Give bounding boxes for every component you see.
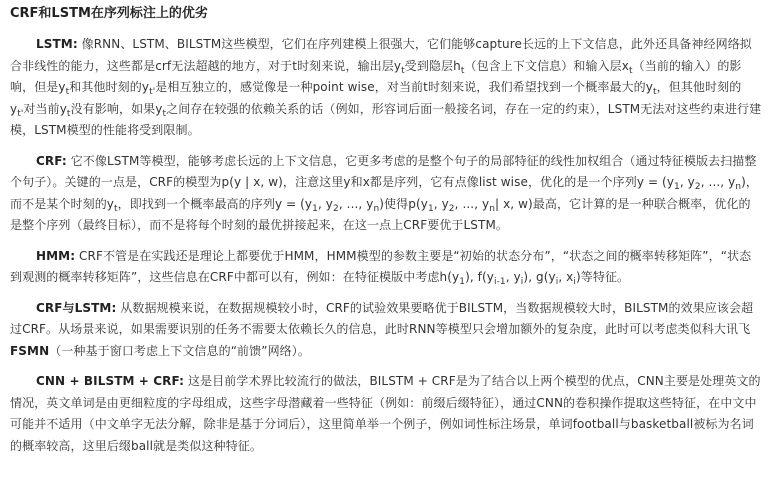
text-run: , y [679,175,695,189]
text-run: ), f(y [465,270,494,284]
text-run: CRF不管是在实践还是理论上都要优于HMM，HMM模型的参数主要是“初始的状态分布”，“状态之间的概率转移矩阵”，“状态到观测的概率转移矩阵”，这些信息在CRF中都可以有，例如：在特征模版中考虑h(y [10,248,752,284]
subscript: 1 [312,203,318,214]
text-run: （一种基于窗口考虑上下文信息的“前馈”网络）。 [49,343,310,358]
text-run: , y [505,270,521,284]
subscript: i [555,277,559,287]
subscript: 1 [427,203,434,214]
text-run: ，但其他时刻的y [10,80,742,116]
term-label: CNN + BILSTM + CRF: [36,374,185,388]
subscript: t [65,87,70,97]
subscript: i [573,277,576,287]
text-run: 这是目前学术界比较流行的做法，BILSTM + CRF是为了结合以上两个模型的优点，CNN主要是处理英文的情况，英文单词是由更细粒度的字母组成，这些字母潜藏着一些特征（例如：前缀后缀特征），通过CNN的卷积操作提取这些特征，在中文中可能并不适用（中文单字无法分解，除非是基于分词后），这里简单举一个例子，例如词性标注场景，单词football与basketball被标为名词的概率较高，这里后缀ball就是类似这种特征。 [10,374,761,453]
subscript: n [373,203,380,214]
subscript: t [652,87,657,97]
subscript: t' [149,87,156,97]
text-run: ，即找到一个概率最高的序列y = (y [117,196,313,211]
text-run: （当前的输入）的影响，但是y [10,58,742,94]
text-run: 之间存在较强的依赖关系的话（例如，形容词后面一般接名词，存在一定的约束），LSTM无法对这些约束进行建模，LSTM模型的性能将受到限制。 [10,101,762,137]
term-label: CRF: [36,153,67,168]
subscript: 2 [448,203,455,214]
subscript: 1 [459,277,466,287]
paragraph-hmm [10,246,762,289]
text-run: 从数据规模来说，在数据规模较小时，CRF的试验效果要略优于BILSTM，当数据规模较大时，BILSTM的效果应该会超过CRF。从场景来说，如果需要识别的任务不需要太依赖长久的信息，此时RNN等模型只会增加额外的复杂度，此时可以考虑类似科大讯飞 [10,300,754,336]
paragraph-crf [10,151,762,237]
text-run: 没有影响，如果y [70,101,163,116]
text-run: 受到隐层h [404,58,461,73]
subscript: t [66,108,71,119]
subscript: n [489,203,496,214]
subscript: i [520,277,524,287]
text-run: , x [558,270,574,284]
paragraph-crf-vs-lstm [10,298,762,363]
subscript: t [628,65,633,76]
subscript: t [114,203,118,214]
term-label: HMM: [36,248,76,263]
text-run: （包含上下文信息）和输入层x [464,58,629,73]
text-run: ), g(y [523,270,556,284]
paragraph-body [10,37,761,137]
text-run: , ..., y [454,196,490,211]
subscript: t [401,65,405,76]
text-run: , y [433,196,449,211]
subscript: t [460,65,465,76]
subscript: 1 [674,182,680,192]
paragraph-body [10,301,753,358]
text-run: 对当前y [23,101,67,116]
text-run: | x, w)最高，它计算的是一种联合概率，优化的是整个序列（最终目标），而不是将每个时刻的最优拼接起来，在这一点上CRF要优于LSTM。 [10,196,751,232]
paragraph-lstm [10,34,762,142]
term-label: CRF与LSTM: [36,300,117,315]
text-run: , y [317,196,333,211]
text-run: , ..., y [700,175,736,189]
text-run: 和其他时刻的y [69,80,150,94]
subscript: t' [17,108,24,119]
text-run: )等特征。 [575,270,630,284]
subscript: 2 [333,203,339,214]
subscript: 2 [694,182,701,192]
subscript: n [735,182,742,192]
text-run: , ..., y [338,196,374,211]
text-run: 它不像LSTM等模型，能够考虑长远的上下文信息，它更多考虑的是整个句子的局部特征的线性加权组合（通过特征模版去扫描整个句子）。关键的一点是，CRF的模型为p(y | x, w)，注意这里y和x都是序列，它有点像list wise，优化的是一个序列y = (y [10,153,757,189]
subscript: t [162,108,167,119]
bold-text: FSMN [10,343,50,358]
paragraph-body [10,249,751,285]
text-run: )，而不是某个时刻的y [10,175,759,211]
term-label: LSTM: [36,37,78,51]
text-run: 像RNN、LSTM、BILSTM这些模型，它们在序列建模上很强大，它们能够capture长远的上下文信息，此外还具备神经网络拟合非线性的能力，这些都是crf无法超越的地方，对于t时刻来说，输出层y [10,37,752,73]
text-run: )使得p(y [379,196,428,211]
paragraph-cnn-bilstm-crf [10,371,762,457]
page-title: CRF和LSTM在序列标注上的优劣 [10,6,208,21]
subscript: i-1 [493,277,506,287]
text-run: 是相互独立的，感觉像是一种point wise，对当前t时刻来说，我们希望找到一个概率最大的y [155,80,653,94]
paragraph-body [10,154,758,233]
